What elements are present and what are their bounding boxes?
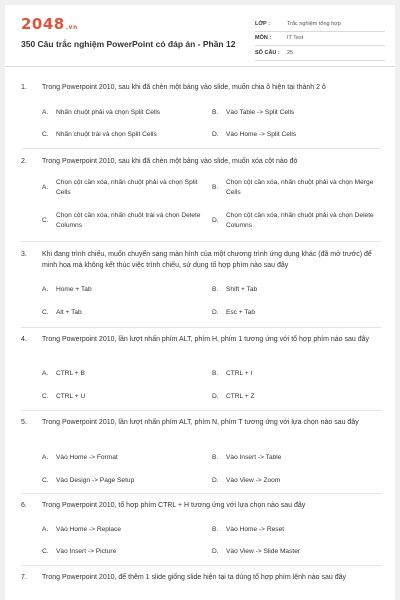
meta-row-class [255,17,385,32]
question-4 [21,334,381,345]
option-2c[interactable]: C. Chọn cột cần xóa, nhấn chuột trái và chọn Delete Columns [42,212,201,229]
option-6b[interactable]: B. Vào Home -> Reset [212,526,285,533]
option-3a[interactable]: A. Home + Tab [42,286,92,293]
question-number: 4. [21,336,27,343]
meta-info [255,17,385,61]
question-text: Trong Powerpoint 2010, tổ hợp phím CTRL + H tương ứng với lựa chọn nào sau đây [42,502,306,509]
meta-row-count [255,46,385,61]
question-number: 1. [21,84,27,91]
meta-label: LỚP : [255,20,270,27]
meta-value: IT Test [287,35,304,42]
question-text: Khi đang trình chiếu, muốn chuyển sang màn hình của một chương trình ứng dụng khác (đã mở trước) để minh họa mà không kết thúc việc trình chiếu, sử dụng tổ hợp phím nào sau đây [42,251,372,269]
question-number: 6. [21,502,27,509]
question-text: Trong Powerpoint 2010, để thêm 1 slide giống slide hiện tại ta dùng tổ hợp phím lệnh nào sau đây [42,574,346,581]
question-text: Trong Powerpoint 2010, lần lượt nhấn phím ALT, phím H, phím 1 tương ứng với tổ hợp phím nào sau đây [42,336,369,343]
document-page [5,5,395,600]
option-4c[interactable]: C. CTRL + U [42,393,86,400]
option-1a[interactable]: A. Nhấn chuột phải và chọn Split Cells [42,109,161,116]
divider [21,327,381,328]
question-7 [21,572,381,583]
question-text: Trong Powerpoint 2010, sau khi đã chèn một bảng vào slide, muốn chia ô hiện tại thành 2 ô [42,84,326,91]
meta-row-subject [255,32,385,47]
question-number: 5. [21,419,27,426]
option-5d[interactable]: D. Vào View -> Zoom [212,477,281,484]
divider [21,493,381,494]
site-logo[interactable]: 2048.vn [21,15,78,33]
divider [21,148,381,149]
divider [21,410,381,411]
option-4a[interactable]: A. CTRL + B [42,370,85,377]
document-header [5,5,395,67]
option-2b[interactable]: B. Chọn cột cần xóa, nhấn chuột phải và chọn Merge Cells [212,179,374,196]
question-6 [21,500,381,511]
question-number: 2. [21,158,27,165]
question-number: 7. [21,574,27,581]
option-3d[interactable]: D. Esc + Tab [212,309,256,316]
question-2 [21,156,381,167]
question-3 [21,249,381,271]
meta-value: 25 [287,49,294,56]
document-title: 350 Câu trắc nghiệm PowerPoint có đáp án - Phần 12 [21,39,236,49]
option-4b[interactable]: B. CTRL + I [212,370,253,377]
option-2d[interactable]: D. Chọn cột cần xóa, nhấn chuột phải và chọn Delete Columns [212,212,374,229]
option-5a[interactable]: A. Vào Home -> Format [42,454,118,461]
option-6a[interactable]: A. Vào Home -> Replace [42,526,122,533]
meta-label: SỐ CÂU : [255,49,280,56]
option-1c[interactable]: C. Nhấn chuột trái và chọn Split Cells [42,131,157,138]
option-4d[interactable]: D. CTRL + Z [212,393,255,400]
question-number: 3. [21,251,27,258]
option-5c[interactable]: C. Vào Design -> Page Setup [42,477,135,484]
option-3c[interactable]: C. Alt + Tab [42,309,82,316]
option-6d[interactable]: D. Vào View -> Slide Master [212,548,301,555]
question-5 [21,417,381,428]
option-2a[interactable]: A. Chọn cột cần xóa, nhấn chuột phải và chọn Split Cells [42,179,198,196]
option-6c[interactable]: C. Vào Insert -> Picture [42,548,117,555]
option-5b[interactable]: B. Vào Insert -> Table [212,454,282,461]
divider [21,241,381,242]
option-3b[interactable]: B. Shift + Tab [212,286,258,293]
question-text: Trong Powerpoint 2010, lần lượt nhấn phím ALT, phím N, phím T tương ứng với lựa chọn nào sau đây [42,419,359,426]
meta-value: Trắc nghiệm tổng hợp [287,20,341,27]
option-1b[interactable]: B. Vào Table -> Split Cells [212,109,295,116]
option-1d[interactable]: D. Vào Home -> Split Cells [212,131,297,138]
meta-label: MÔN : [255,35,272,42]
question-1 [21,82,381,93]
divider [21,565,381,566]
question-text: Trong Powerpoint 2010, sau khi đã chèn một bảng vào slide, muốn xóa cột nào đó [42,158,298,165]
